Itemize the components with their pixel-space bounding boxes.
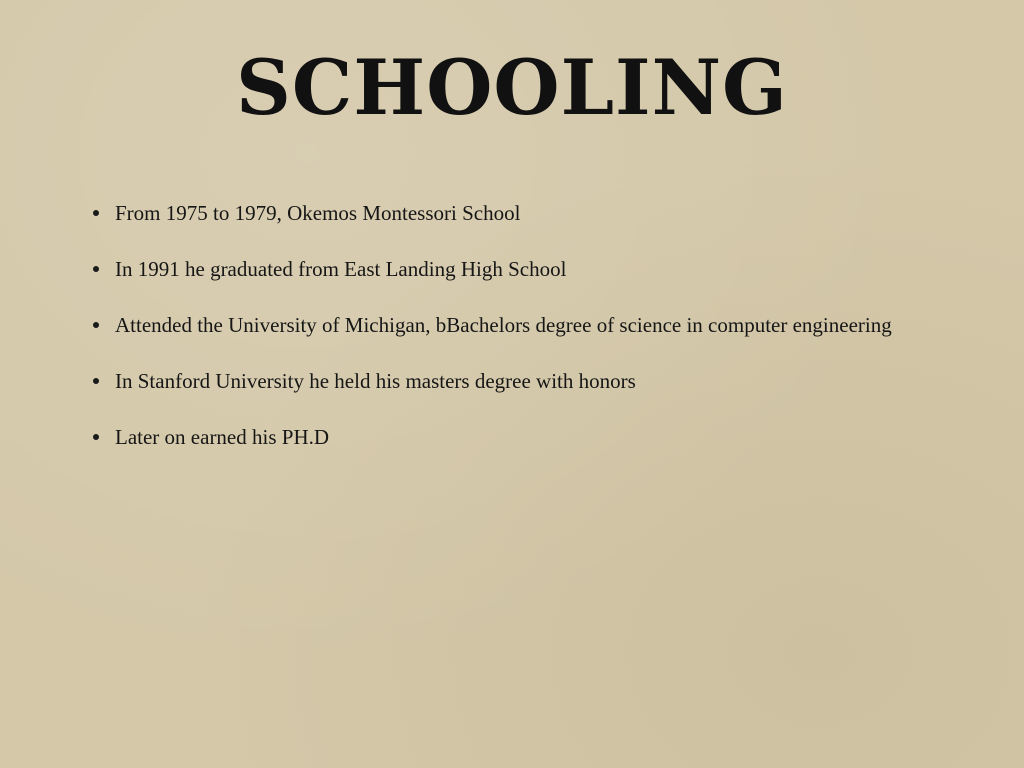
bullet-list	[88, 197, 1008, 477]
bullet-text: In Stanford University he held his masters degree with honors	[115, 369, 636, 393]
bullet-item	[88, 253, 1008, 309]
bullet-item	[88, 309, 1008, 365]
bullet-item	[88, 197, 1008, 253]
bullet-text: Attended the University of Michigan, bBachelors degree of science in computer engineering	[115, 313, 892, 337]
bullet-dot-icon	[93, 434, 99, 440]
bullet-dot-icon	[93, 210, 99, 216]
bullet-dot-icon	[93, 266, 99, 272]
bullet-item	[88, 421, 1008, 477]
slide-title: SCHOOLING	[236, 43, 788, 132]
bullet-dot-icon	[93, 378, 99, 384]
bullet-dot-icon	[93, 322, 99, 328]
bullet-text: From 1975 to 1979, Okemos Montessori School	[115, 201, 521, 225]
bullet-text: Later on earned his PH.D	[115, 425, 330, 449]
bullet-text: In 1991 he graduated from East Landing High School	[115, 257, 567, 281]
bullet-item	[88, 365, 1008, 421]
